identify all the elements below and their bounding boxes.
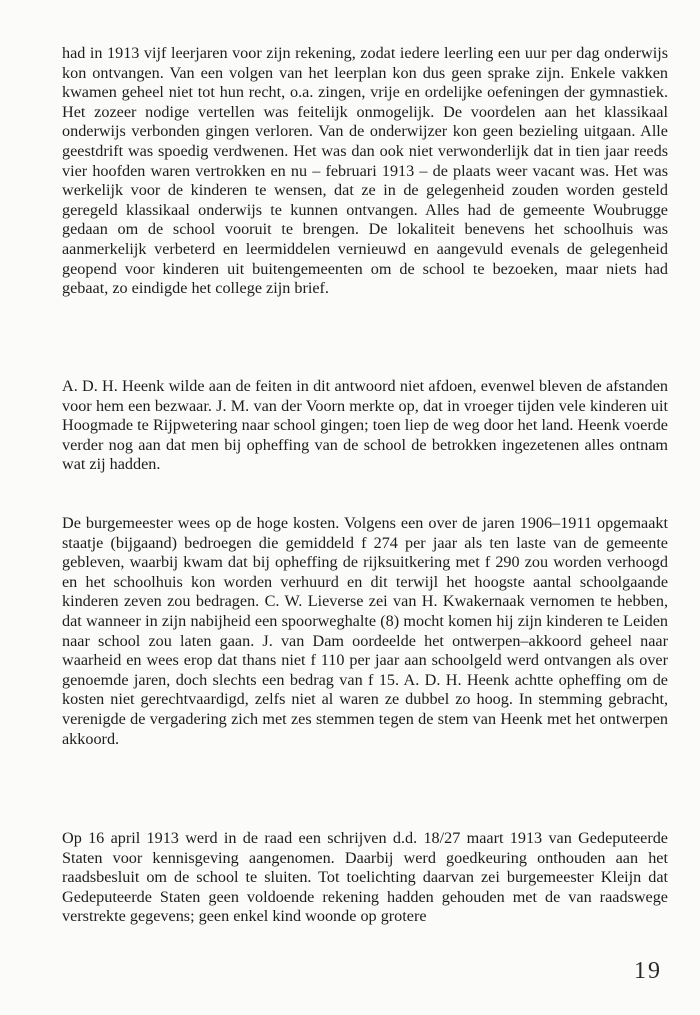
page-number: 19	[634, 958, 662, 984]
paragraph-school-letter: had in 1913 vijf leerjaren voor zijn rekening, zodat iedere leerling een uur per dag onderwijs kon ontvangen. Van een volgen van het leerplan kon dus geen sprake zijn. Enkele vakken kwamen geheel niet tot hun recht, o.a. zingen, vrije en ordelijke oefeningen der gymnastiek. Het zozeer nodige vertellen was feitelijk onmogelijk. De voordelen aan het klassikaal onderwijs verbonden gingen verloren. Van de onderwijzer kon geen bezieling uitgaan. Alle geestdrift was spoedig verdwenen. Het was dan ook niet verwonderlijk dat in tien jaar reeds vier hoofden waren vertrokken en nu – februari 1913 – de plaats weer vacant was. Het was werkelijk voor de kinderen te wensen, dat ze in de gelegenheid zouden worden gesteld geregeld klassikaal onderwijs te kunnen ontvangen. Alles had de gemeente Woubrugge gedaan om de school vooruit te brengen. De lokaliteit benevens het schoolhuis was aanmerkelijk verbeterd en leermiddelen vernieuwd en aangevuld evenals de gelegenheid geopend voor kinderen uit buitengemeenten om de school te bezoeken, maar niets had gebaat, zo eindigde het college zijn brief.	[62, 44, 668, 298]
paragraph-april-1913: Op 16 april 1913 werd in de raad een schrijven d.d. 18/27 maart 1913 van Gedeputeerde Staten voor kennisgeving aangenomen. Daarbij werd goedkeuring onthouden aan het raadsbesluit om de school te sluiten. Tot toelichting daarvan zei burgemeester Kleijn dat Gedeputeerde Staten geen voldoende rekening hadden gehouden met de van raadswege verstrekte gegevens; geen enkel kind woonde op grotere	[62, 829, 668, 926]
paragraph-mayor-costs: De burgemeester wees op de hoge kosten. Volgens een over de jaren 1906–1911 opgemaakt staatje (bijgaand) bedroegen die gemiddeld f 274 per jaar als ten laste van de gemeente gebleven, waarbij kwam dat bij opheffing de rijksuitkering met f 290 zou worden verhoogd en het schoolhuis kon worden verhuurd en dit terwijl het hoogste aantal schoolgaande kinderen zeven zou bedragen. C. W. Lieverse zei van H. Kwakernaak vernomen te hebben, dat wanneer in zijn nabijheid een spoorweghalte (8) mocht komen hij zijn kinderen te Leiden naar school zou laten gaan. J. van Dam oordeelde het ontwerpen–akkoord geheel naar waarheid en wees erop dat thans niet f 110 per jaar aan schoolgeld werd ontvangen als over genoemde jaren, doch slechts een bedrag van f 15. A. D. H. Heenk achtte opheffing om de kosten niet gerechtvaardigd, zelfs niet al waren ze dubbel zo hoog. In stemming gebracht, verenigde de vergadering zich met zes stemmen tegen de stem van Heenk met het ontwerpen akkoord.	[62, 514, 668, 748]
paragraph-heenk-objection: A. D. H. Heenk wilde aan de feiten in dit antwoord niet afdoen, evenwel bleven de afstanden voor hem een bezwaar. J. M. van der Voorn merkte op, dat in vroeger tijden vele kinderen uit Hoogmade te Rijpwetering naar school gingen; toen liep de weg door het land. Heenk voerde verder nog aan dat men bij opheffing van de school de betrokken ingezetenen alles ontnam wat zij hadden.	[62, 377, 668, 474]
